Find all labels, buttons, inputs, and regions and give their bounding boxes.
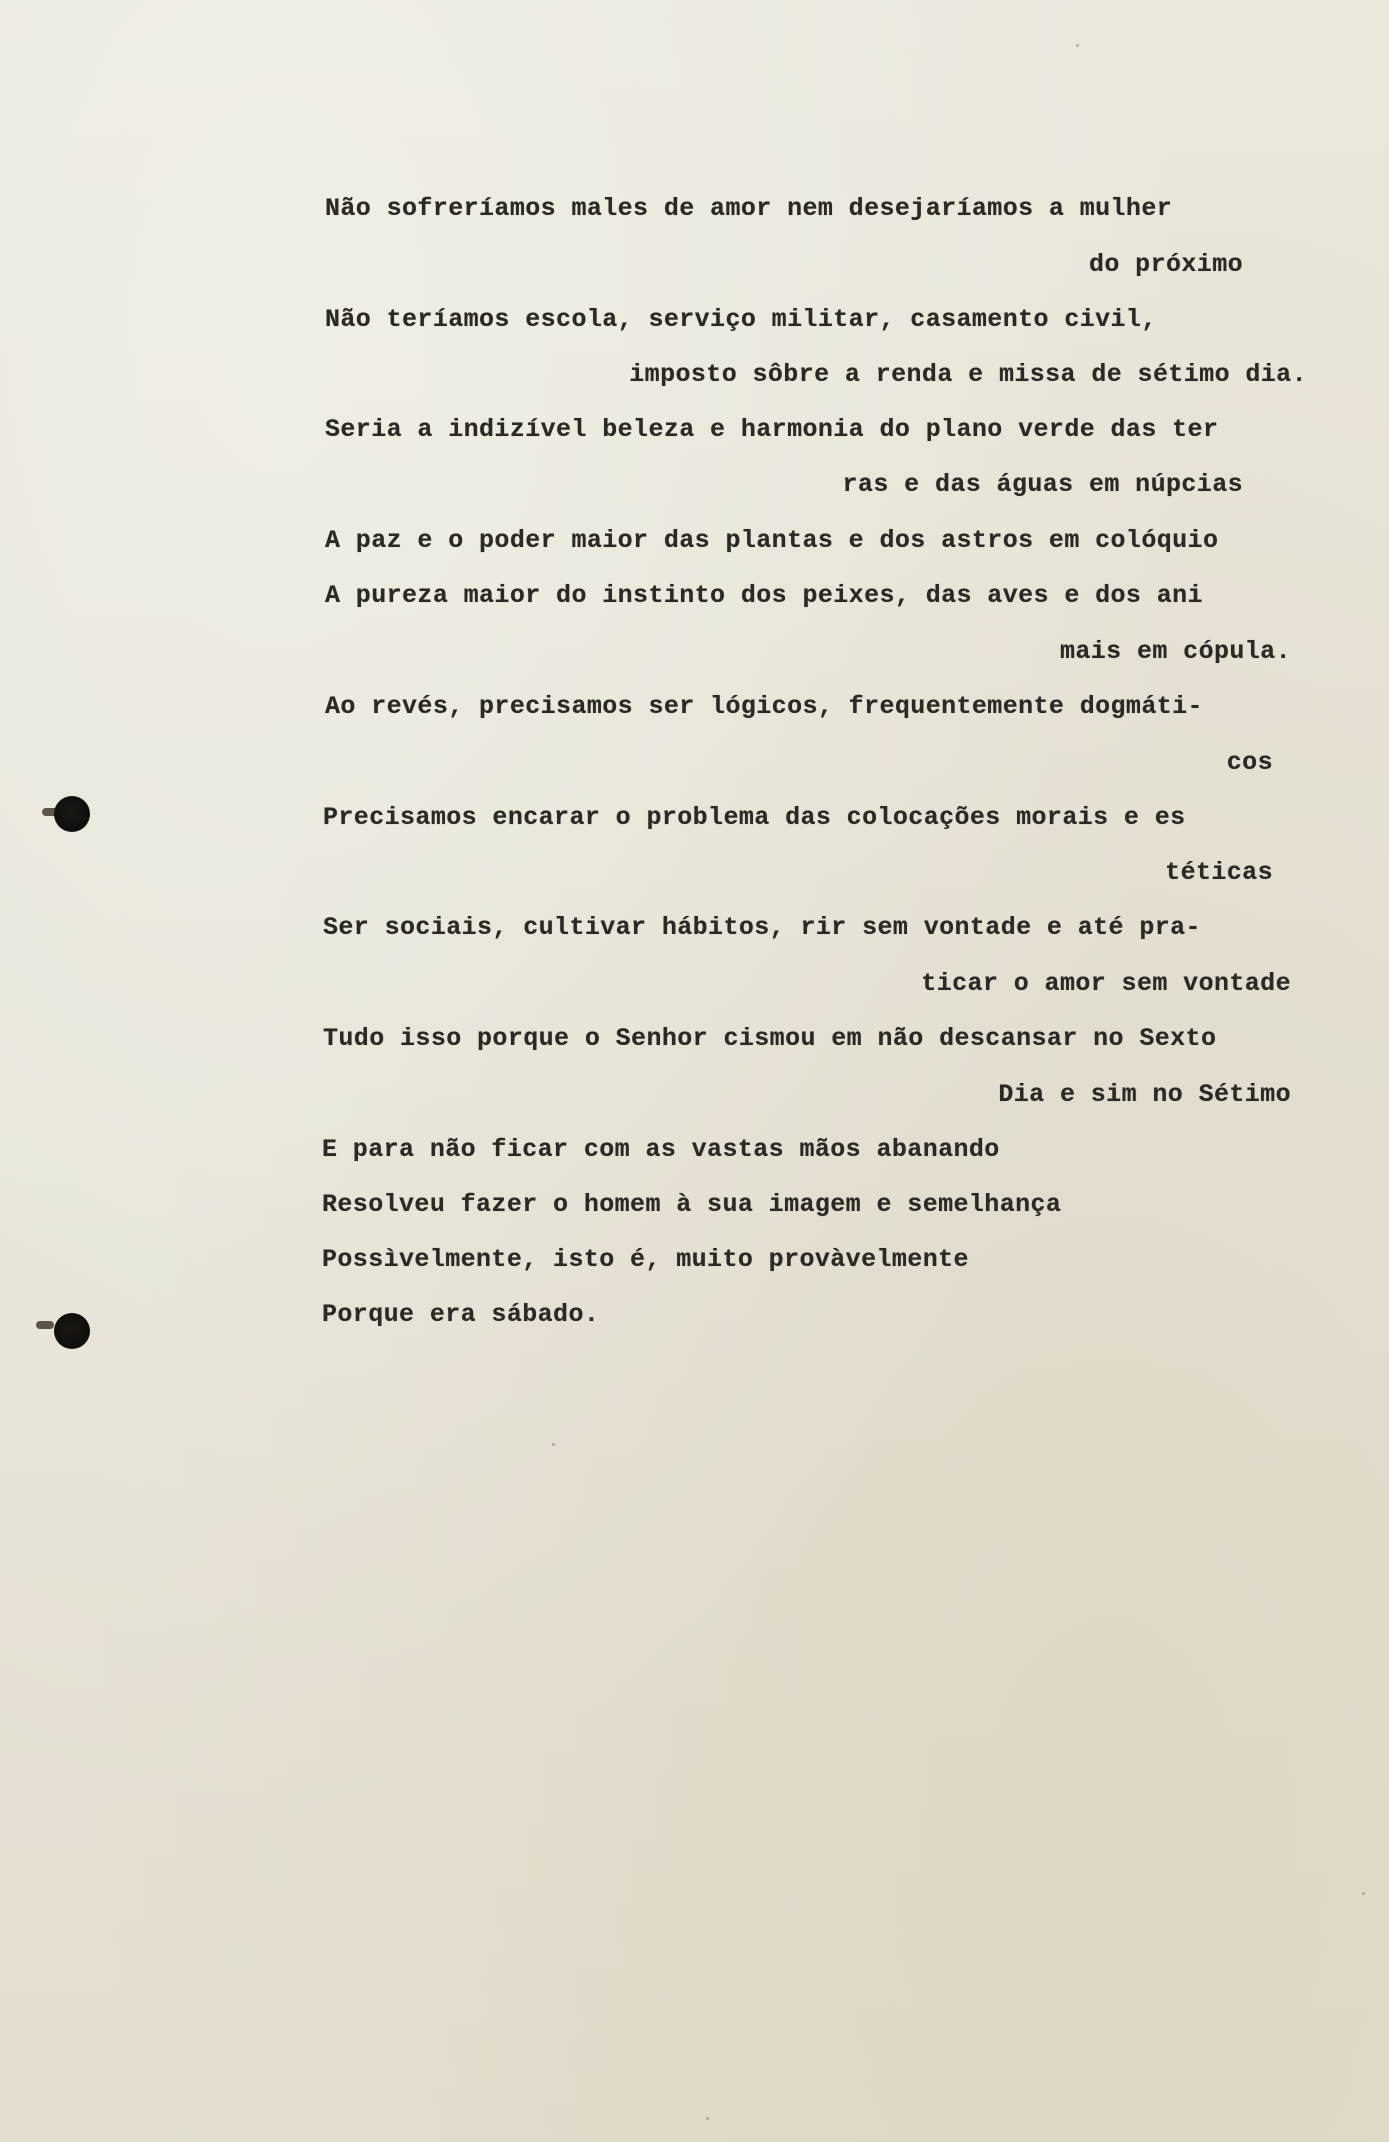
poem-line: Possìvelmente, isto é, muito provàvelmente (322, 1245, 969, 1274)
poem-line-continuation: ticar o amor sem vontade (921, 969, 1291, 998)
poem-line-continuation: ras e das águas em núpcias (842, 470, 1243, 499)
poem-line: A pureza maior do instinto dos peixes, das aves e dos ani (325, 581, 1203, 610)
poem-line-continuation: Dia e sim no Sétimo (998, 1080, 1291, 1109)
poem-line: Ser sociais, cultivar hábitos, rir sem vontade e até pra- (323, 913, 1201, 942)
poem-line: Seria a indizível beleza e harmonia do plano verde das ter (325, 415, 1219, 444)
poem-line-continuation: mais em cópula. (1059, 637, 1291, 666)
poem-line: E para não ficar com as vastas mãos abanando (322, 1135, 1000, 1164)
poem-line: Precisamos encarar o problema das colocações morais e es (323, 803, 1186, 832)
poem-line: Não teríamos escola, serviço militar, casamento civil, (325, 305, 1157, 334)
poem-line-continuation: do próximo (1088, 250, 1243, 279)
poem-line: Resolveu fazer o homem à sua imagem e semelhança (322, 1190, 1062, 1219)
poem-line: A paz e o poder maior das plantas e dos astros em colóquio (325, 526, 1219, 555)
poem-line-continuation: cos (1226, 748, 1273, 777)
poem-line: Tudo isso porque o Senhor cismou em não descansar no Sexto (323, 1024, 1217, 1053)
poem-line-continuation: téticas (1165, 858, 1273, 887)
poem-line: Ao revés, precisamos ser lógicos, frequentemente dogmáti- (325, 692, 1203, 721)
poem-line: Porque era sábado. (322, 1300, 600, 1329)
poem-line-continuation: imposto sôbre a renda e missa de sétimo dia. (629, 360, 1307, 389)
poem-line: Não sofreríamos males de amor nem desejaríamos a mulher (325, 194, 1173, 223)
